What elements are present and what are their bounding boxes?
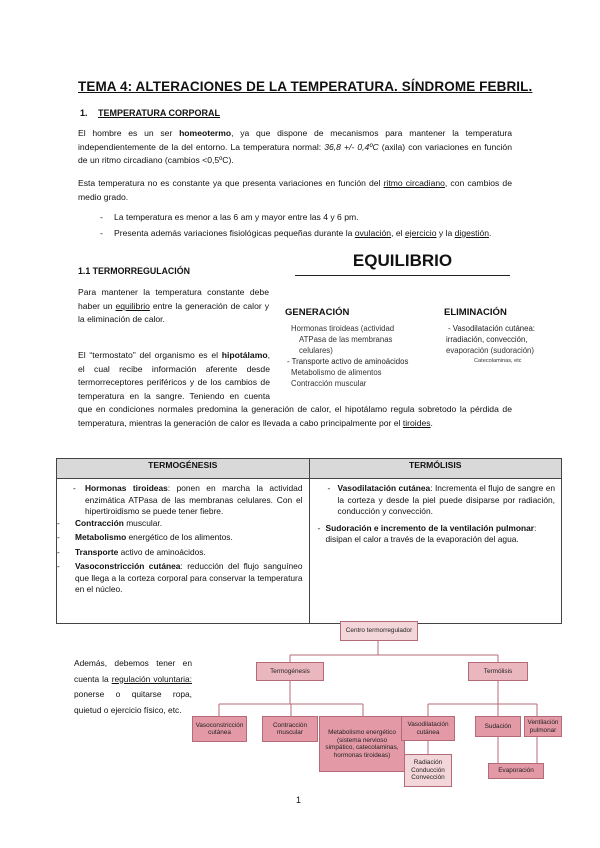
term-hipotalamo: hipotálamo (221, 350, 268, 360)
paragraph-homeotermo: El hombre es un ser homeotermo, ya que dispone de mecanismos para mantener la temperatura independientemente de la del entorno. La temperatura normal: 36,8 +/- 0,4ºC (axila) con variaciones en función de un ritmo circadiano (cambios <0,5ºC). (78, 128, 512, 165)
page-number: 1 (296, 795, 302, 805)
generacion-heading: GENERACIÓN (285, 307, 350, 318)
subsection-heading: 1.1 TERMORREGULACIÓN (78, 266, 190, 276)
diagram-node-termolisis: Termólisis (468, 662, 528, 681)
paragraph-variaciones: Esta temperatura no es constante ya que presenta variaciones en función del ritmo circadiano, con cambios de medio grado. (78, 178, 512, 202)
list-item: - Sudoración e incremento de la ventilación pulmonar: disipan el calor a través de la evaporación del agua. (317, 522, 537, 544)
list-item: - Transporte activo de aminoácidos. (57, 546, 206, 557)
diagram-node-radiacion: Radiación Conducción Convección (404, 754, 452, 787)
termolisis-cell (309, 479, 562, 624)
term-homeotermo: homeotermo (179, 128, 232, 138)
diagram-node-centro: Centro termorregulador (340, 621, 418, 641)
list-item: - Vasoconstricción cutánea: reducción del flujo sanguíneo que llega a la corteza corporal para conservar la temperatura en el núcleo. (57, 561, 303, 594)
diagram-node-contraccion: Contracción muscular (262, 716, 318, 742)
table-header: TERMÓLISIS (309, 459, 562, 479)
section-heading (80, 108, 220, 118)
list-item: - Contracción muscular. (57, 517, 163, 528)
diagram-node-vasodilatacion: Vasodilatación cutánea (401, 716, 455, 741)
bullet-item: - Presenta además variaciones fisiológicas pequeñas durante la ovulación, el ejercicio y la digestión. (100, 228, 492, 238)
normal-temp: 36,8 +/- 0,4ºC (324, 141, 379, 152)
table-header: TERMOGÉNESIS (57, 459, 310, 479)
list-item: - Metabolismo energético de los alimentos. (57, 532, 233, 542)
diagram-node-evaporacion: Evaporación (488, 763, 544, 779)
section-label: TEMPERATURA CORPORAL (98, 108, 220, 118)
termogenesis-termolisis-table (56, 458, 562, 624)
section-number: 1. (80, 108, 88, 118)
generacion-column: GENERACIÓN Hormonas tiroideas (actividad ATPasa de las membranas celulares) - Transporte activo de aminoácidos Metabolismo de alimentos Contracción muscular (285, 307, 445, 389)
page-title: TEMA 4: ALTERACIONES DE LA TEMPERATURA. SÍNDROME FEBRIL. (78, 79, 533, 94)
paragraph-regulacion-voluntaria: Además, debemos tener en cuenta la regulación voluntaria: ponerse o quitarse ropa, quietud o ejercicio físico, etc. (74, 658, 192, 715)
termogenesis-cell (57, 479, 310, 624)
list-item: - Hormonas tiroideas: ponen en marcha la actividad enzimática ATPasa de las membranas celulares. Con el hipertiroidismo se puede tener fiebre. (73, 483, 303, 516)
diagram-node-sudacion: Sudación (475, 716, 521, 737)
equilibrio-title: EQUILIBRIO (295, 247, 510, 276)
bullet-item: - La temperatura es menor a las 6 am y mayor entre las 4 y 6 pm. (100, 212, 359, 222)
diagram-node-metabolismo: Metabolismo energético (sistema nervioso simpático, catecolaminas, hormonas tiroideas) (319, 716, 405, 772)
eliminacion-column: ELIMINACIÓN - Vasodilatación cutánea: irradiación, convección, evaporación (sudoración) Catecolaminas, etc (444, 307, 569, 367)
paragraph-termostato: El “termostato” del organismo es el hipotálamo, el cual recibe información aferente desde termorreceptores periféricos y de los cambios de temperatura en la sangre. Teniendo en cuenta que en condiciones normales predomina la generación de calor, el hipotálamo regula sobretodo la pérdida de temperatura, mientras la generación de calor es llevada a cabo principalmente por el tiroides. (78, 350, 512, 428)
eliminacion-heading: ELIMINACIÓN (444, 307, 507, 318)
diagram-node-vasoconstriccion: Vasoconstricción cutánea (192, 716, 247, 742)
diagram-node-ventilacion: Ventilación pulmonar (524, 716, 562, 737)
diagram-node-termogenesis: Termogénesis (256, 662, 324, 681)
paragraph-equilibrio: Para mantener la temperatura constante debe haber un equilibrio entre la generación de calor y la eliminación de calor. (78, 287, 269, 324)
list-item: - Vasodilatación cutánea: Incrementa el flujo de sangre en la corteza y desde la piel puede disiparse por radiación, conducción y convección. (327, 483, 556, 516)
